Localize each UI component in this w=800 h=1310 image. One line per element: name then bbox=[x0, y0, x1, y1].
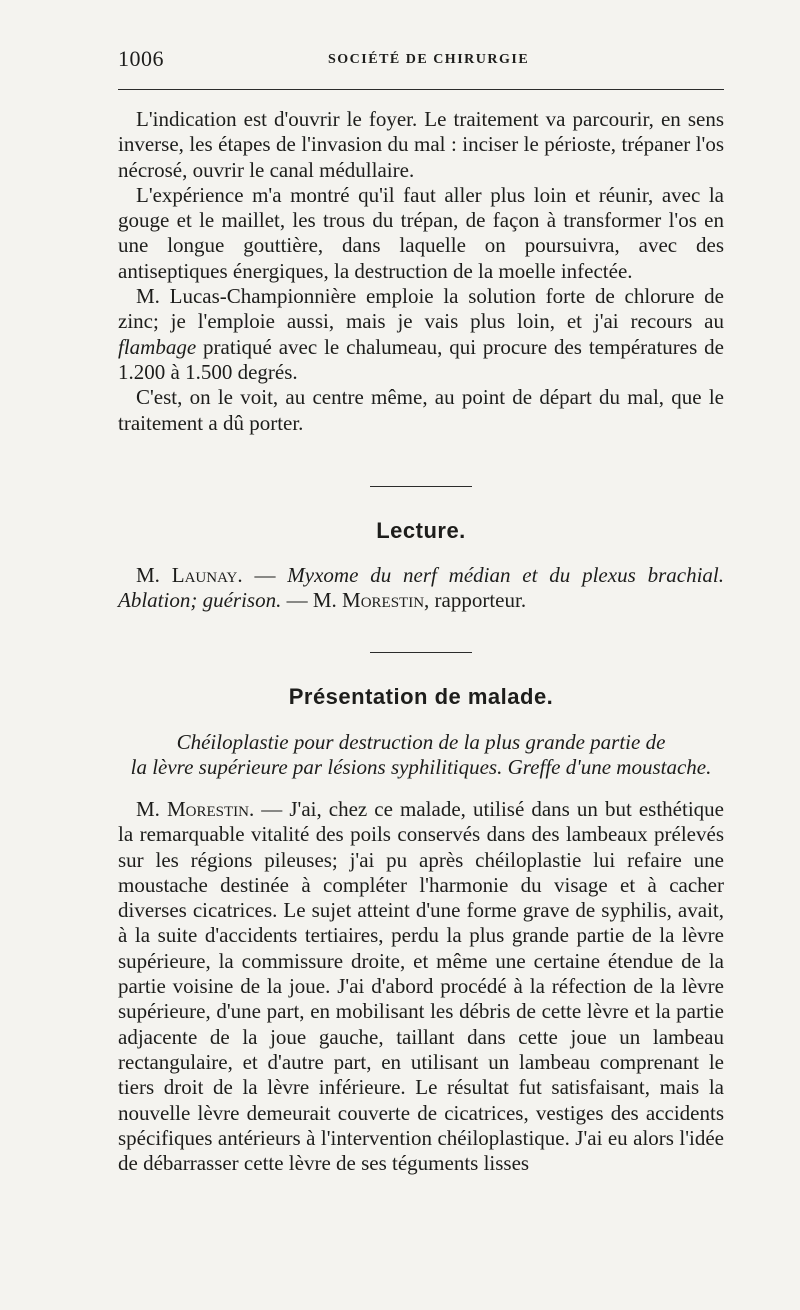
case-author: Morestin bbox=[166, 797, 249, 821]
case-body: . — J'ai, chez ce malade, utilisé dans un but esthétique la remarquable vitalité des poils conservés dans des lambeaux prélevés sur les régions pileuses; j'ai pu après chéiloplastie lui refaire une moustache destinée à compléter l'harmonie du visage et à cacher diverses cicatrices. Le sujet atteint d'une forme grave de syphilis, avait, à la suite d'accidents tertiaires, perdu la plus grande partie de la lèvre supérieure, la commissure droite, et même une certaine étendue de la partie voisine de la joue. J'ai d'abord procédé à la réfection de la lèvre supérieure, d'une part, en mobilisant les débris de cette lèvre et la partie adjacente de la joue gauche, taillant dans cette joue un lambeau rectangulaire, et d'autre part, en utilisant un lambeau comprenant le tiers droit de la lèvre inférieure. Le résultat fut satisfaisant, mais la nouvelle lèvre demeurait couverte de cicatrices, vestiges des accidents spécifiques antérieurs à l'intervention chéiloplastique. J'ai eu alors l'idée de débarrasser cette lèvre de ses téguments lisses bbox=[118, 797, 724, 1176]
section-divider-presentation bbox=[370, 652, 472, 653]
paragraph-conclusion: C'est, on le voit, au centre même, au point de départ du mal, que le traitement a dû porter. bbox=[118, 385, 724, 435]
paragraph-zinc-start: M. Lucas-Championnière emploie la solution forte de chlorure de zinc; je l'emploie aussi, mais je vais plus loin, et j'ai recours au bbox=[118, 284, 724, 334]
section-title-lecture: Lecture. bbox=[376, 518, 466, 543]
page-number: 1006 bbox=[118, 46, 164, 71]
section-divider-lecture bbox=[370, 486, 472, 487]
lecture-entry bbox=[118, 563, 724, 614]
lecture-paragraph bbox=[118, 563, 724, 614]
section-title-presentation: Présentation de malade. bbox=[288, 684, 554, 709]
case-caption-line-2: la lèvre supérieure par lésions syphilitiques. Greffe d'une moustache. bbox=[130, 755, 712, 780]
paragraph-indication: L'indication est d'ouvrir le foyer. Le traitement va parcourir, en sens inverse, les étapes de l'invasion du mal : inciser le périoste, trépaner l'os nécrosé, ouvrir le canal médullaire. bbox=[118, 107, 724, 182]
paragraph-experience: L'expérience m'a montré qu'il faut aller plus loin et réunir, avec la gouge et le maillet, les trous du trépan, de façon à transformer l'os en une longue gouttière, dans laquelle on poursuivra, avec des antiseptiques énergiques, la destruction de la moelle infectée. bbox=[118, 182, 724, 283]
case-paragraph bbox=[118, 797, 724, 1176]
running-head bbox=[118, 46, 724, 76]
journal-title: SOCIÉTÉ DE CHIRURGIE bbox=[328, 52, 530, 67]
lecture-reporter: Morestin bbox=[342, 588, 425, 613]
lecture-prefix: M. bbox=[136, 563, 172, 587]
lecture-dash: . — bbox=[237, 563, 288, 587]
case-caption-line-1: Chéiloplastie pour destruction de la plus grande partie de bbox=[176, 730, 666, 754]
header-divider bbox=[118, 89, 724, 90]
case-prefix: M. bbox=[136, 797, 167, 821]
flambage-term: flambage bbox=[118, 334, 197, 359]
discussion-text bbox=[118, 107, 724, 436]
paragraph-zinc-end: pratiqué avec le chalumeau, qui procure des températures de 1.200 à 1.500 degrés. bbox=[118, 334, 724, 384]
case-caption bbox=[118, 730, 724, 781]
lecture-role: , rapporteur. bbox=[424, 588, 527, 613]
case-report bbox=[118, 797, 724, 1176]
paragraph-zinc bbox=[118, 284, 724, 385]
lecture-separator: — M. bbox=[281, 588, 343, 613]
lecture-author: Launay bbox=[171, 563, 238, 587]
lecture-work-title: Myxome du nerf médian et du plexus brachial. Ablation; guérison. bbox=[118, 563, 724, 613]
